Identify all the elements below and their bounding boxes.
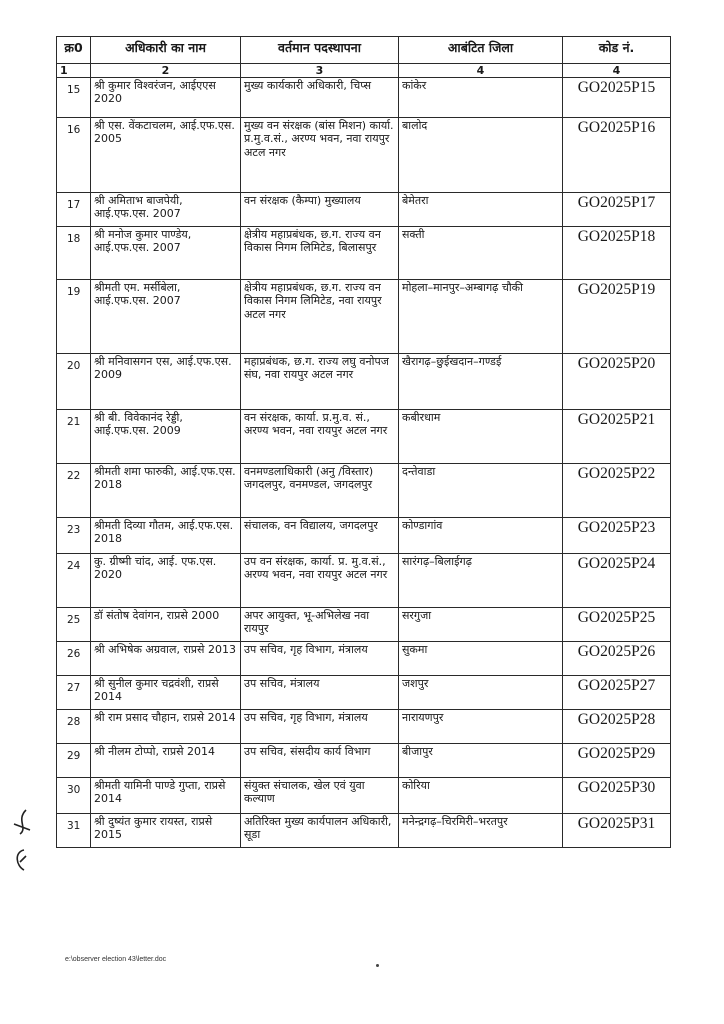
officer-name-cell: श्री राम प्रसाद चौहान, राप्रसे 2014 bbox=[91, 710, 241, 744]
code-number-cell: GO2025P27 bbox=[563, 676, 671, 710]
officer-name-cell: डॉ संतोष देवांगन, राप्रसे 2000 bbox=[91, 608, 241, 642]
serial-cell: 30 bbox=[57, 778, 91, 814]
code-number-cell: GO2025P15 bbox=[563, 78, 671, 118]
current-posting-cell: संचालक, वन विद्यालय, जगदलपुर bbox=[241, 518, 399, 554]
officer-name-cell: श्री कुमार विश्वरंजन, आईएएस 2020 bbox=[91, 78, 241, 118]
officer-name-cell: श्रीमती शमा फारुकी, आई.एफ.एस. 2018 bbox=[91, 464, 241, 518]
serial-cell: 26 bbox=[57, 642, 91, 676]
serial-cell: 17 bbox=[57, 193, 91, 227]
allotted-district-cell: सारंगढ़–बिलाईगढ़ bbox=[399, 554, 563, 608]
code-number-cell: GO2025P21 bbox=[563, 410, 671, 464]
serial-cell: 16 bbox=[57, 118, 91, 193]
table-row bbox=[57, 118, 671, 193]
allocation-table-container bbox=[56, 36, 670, 848]
serial-cell: 19 bbox=[57, 280, 91, 354]
current-posting-cell: उप सचिव, संसदीय कार्य विभाग bbox=[241, 744, 399, 778]
officer-allocation-table bbox=[56, 36, 671, 848]
officer-name-cell: श्री मनिवासगन एस, आई.एफ.एस. 2009 bbox=[91, 354, 241, 410]
column-number: 4 bbox=[563, 64, 671, 78]
serial-cell: 15 bbox=[57, 78, 91, 118]
allotted-district-cell: जशपुर bbox=[399, 676, 563, 710]
code-number-cell: GO2025P30 bbox=[563, 778, 671, 814]
column-number-row bbox=[57, 64, 671, 78]
header-allotted-district: आबंटित जिला bbox=[399, 37, 563, 64]
officer-name-cell: श्री अमिताभ बाजपेयी, आई.एफ.एस. 2007 bbox=[91, 193, 241, 227]
column-number: 2 bbox=[91, 64, 241, 78]
officer-name-cell: श्रीमती एम. मर्सीबेला, आई.एफ.एस. 2007 bbox=[91, 280, 241, 354]
officer-name-cell: श्री बी. विवेकानंद रेड्डी, आई.एफ.एस. 2009 bbox=[91, 410, 241, 464]
current-posting-cell: वन संरक्षक (कैम्पा) मुख्यालय bbox=[241, 193, 399, 227]
officer-name-cell: श्री अभिषेक अग्रवाल, राप्रसे 2013 bbox=[91, 642, 241, 676]
column-number: 1 bbox=[57, 64, 91, 78]
code-number-cell: GO2025P26 bbox=[563, 642, 671, 676]
table-row bbox=[57, 78, 671, 118]
officer-name-cell: श्री एस. वेंकटाचलम, आई.एफ.एस. 2005 bbox=[91, 118, 241, 193]
code-number-cell: GO2025P16 bbox=[563, 118, 671, 193]
column-number: 3 bbox=[241, 64, 399, 78]
code-number-cell: GO2025P29 bbox=[563, 744, 671, 778]
table-row bbox=[57, 642, 671, 676]
officer-name-cell: श्री मनोज कुमार पाण्डेय, आई.एफ.एस. 2007 bbox=[91, 227, 241, 280]
file-path-footer: e:\observer election 43\letter.doc bbox=[65, 956, 167, 963]
header-current-posting: वर्तमान पदस्थापना bbox=[241, 37, 399, 64]
allotted-district-cell: बीजापुर bbox=[399, 744, 563, 778]
current-posting-cell: उप सचिव, गृह विभाग, मंत्रालय bbox=[241, 710, 399, 744]
table-row bbox=[57, 280, 671, 354]
current-posting-cell: क्षेत्रीय महाप्रबंधक, छ.ग. राज्य वन विकास निगम लिमिटेड, बिलासपुर bbox=[241, 227, 399, 280]
serial-cell: 25 bbox=[57, 608, 91, 642]
current-posting-cell: वनमण्डलाधिकारी (अनु /विस्तार) जगदलपुर, वनमण्डल, जगदलपुर bbox=[241, 464, 399, 518]
code-number-cell: GO2025P31 bbox=[563, 814, 671, 848]
table-row bbox=[57, 518, 671, 554]
header-serial: क्र0 bbox=[57, 37, 91, 64]
table-header-row bbox=[57, 37, 671, 64]
code-number-cell: GO2025P23 bbox=[563, 518, 671, 554]
allotted-district-cell: कांकेर bbox=[399, 78, 563, 118]
table-row bbox=[57, 554, 671, 608]
current-posting-cell: अपर आयुक्त, भू-अभिलेख नवा रायपुर bbox=[241, 608, 399, 642]
current-posting-cell: मुख्य वन संरक्षक (बांस मिशन) कार्या. प्र.मु.व.सं., अरण्य भवन, नवा रायपुर अटल नगर bbox=[241, 118, 399, 193]
allotted-district-cell: बालोद bbox=[399, 118, 563, 193]
table-row bbox=[57, 778, 671, 814]
officer-name-cell: श्री दुष्यंत कुमार रायस्त, राप्रसे 2015 bbox=[91, 814, 241, 848]
allotted-district-cell: नारायणपुर bbox=[399, 710, 563, 744]
allotted-district-cell: मोहला–मानपुर–अम्बागढ़ चौकी bbox=[399, 280, 563, 354]
table-row bbox=[57, 744, 671, 778]
current-posting-cell: उप वन संरक्षक, कार्या. प्र. मु.व.सं., अरण्य भवन, नवा रायपुर अटल नगर bbox=[241, 554, 399, 608]
table-body bbox=[57, 78, 671, 848]
allotted-district-cell: बेमेतरा bbox=[399, 193, 563, 227]
page-dot bbox=[376, 964, 379, 967]
current-posting-cell: महाप्रबंधक, छ.ग. राज्य लघु वनोपज संघ, नवा रायपुर अटल नगर bbox=[241, 354, 399, 410]
allotted-district-cell: सरगुजा bbox=[399, 608, 563, 642]
current-posting-cell: अतिरिक्त मुख्य कार्यपालन अधिकारी, सूडा bbox=[241, 814, 399, 848]
table-row bbox=[57, 814, 671, 848]
code-number-cell: GO2025P17 bbox=[563, 193, 671, 227]
current-posting-cell: क्षेत्रीय महाप्रबंधक, छ.ग. राज्य वन विकास निगम लिमिटेड, नवा रायपुर अटल नगर bbox=[241, 280, 399, 354]
table-row bbox=[57, 608, 671, 642]
serial-cell: 24 bbox=[57, 554, 91, 608]
table-row bbox=[57, 193, 671, 227]
header-officer-name: अधिकारी का नाम bbox=[91, 37, 241, 64]
serial-cell: 28 bbox=[57, 710, 91, 744]
code-number-cell: GO2025P28 bbox=[563, 710, 671, 744]
table-row bbox=[57, 464, 671, 518]
table-row bbox=[57, 410, 671, 464]
serial-cell: 29 bbox=[57, 744, 91, 778]
current-posting-cell: मुख्य कार्यकारी अधिकारी, चिप्स bbox=[241, 78, 399, 118]
column-number: 4 bbox=[399, 64, 563, 78]
officer-name-cell: श्री सुनील कुमार चद्रवंशी, राप्रसे 2014 bbox=[91, 676, 241, 710]
officer-name-cell: कु. ग्रीष्मी चांद, आई. एफ.एस. 2020 bbox=[91, 554, 241, 608]
current-posting-cell: संयुक्त संचालक, खेल एवं युवा कल्याण bbox=[241, 778, 399, 814]
serial-cell: 21 bbox=[57, 410, 91, 464]
serial-cell: 31 bbox=[57, 814, 91, 848]
allotted-district-cell: कोरिया bbox=[399, 778, 563, 814]
serial-cell: 18 bbox=[57, 227, 91, 280]
allotted-district-cell: सुकमा bbox=[399, 642, 563, 676]
allotted-district-cell: कबीरधाम bbox=[399, 410, 563, 464]
allotted-district-cell: मनेन्द्रगढ़–चिरमिरी–भरतपुर bbox=[399, 814, 563, 848]
code-number-cell: GO2025P22 bbox=[563, 464, 671, 518]
code-number-cell: GO2025P18 bbox=[563, 227, 671, 280]
table-row bbox=[57, 227, 671, 280]
serial-cell: 27 bbox=[57, 676, 91, 710]
current-posting-cell: उप सचिव, गृह विभाग, मंत्रालय bbox=[241, 642, 399, 676]
officer-name-cell: श्रीमती दिव्या गौतम, आई.एफ.एस. 2018 bbox=[91, 518, 241, 554]
serial-cell: 20 bbox=[57, 354, 91, 410]
serial-cell: 22 bbox=[57, 464, 91, 518]
allotted-district-cell: सक्ती bbox=[399, 227, 563, 280]
handwritten-margin-mark bbox=[6, 800, 36, 880]
allotted-district-cell: दन्तेवाडा bbox=[399, 464, 563, 518]
header-code-number: कोड नं. bbox=[563, 37, 671, 64]
current-posting-cell: उप सचिव, मंत्रालय bbox=[241, 676, 399, 710]
code-number-cell: GO2025P19 bbox=[563, 280, 671, 354]
allotted-district-cell: कोण्डागांव bbox=[399, 518, 563, 554]
officer-name-cell: श्रीमती यामिनी पाण्डे गुप्ता, राप्रसे 2014 bbox=[91, 778, 241, 814]
table-row bbox=[57, 354, 671, 410]
serial-cell: 23 bbox=[57, 518, 91, 554]
code-number-cell: GO2025P24 bbox=[563, 554, 671, 608]
table-row bbox=[57, 676, 671, 710]
table-row bbox=[57, 710, 671, 744]
allotted-district-cell: खैरागढ़–छुईखदान–गण्डई bbox=[399, 354, 563, 410]
officer-name-cell: श्री नीलम टोप्पो, राप्रसे 2014 bbox=[91, 744, 241, 778]
code-number-cell: GO2025P25 bbox=[563, 608, 671, 642]
current-posting-cell: वन संरक्षक, कार्या. प्र.मु.व. सं., अरण्य भवन, नवा रायपुर अटल नगर bbox=[241, 410, 399, 464]
code-number-cell: GO2025P20 bbox=[563, 354, 671, 410]
